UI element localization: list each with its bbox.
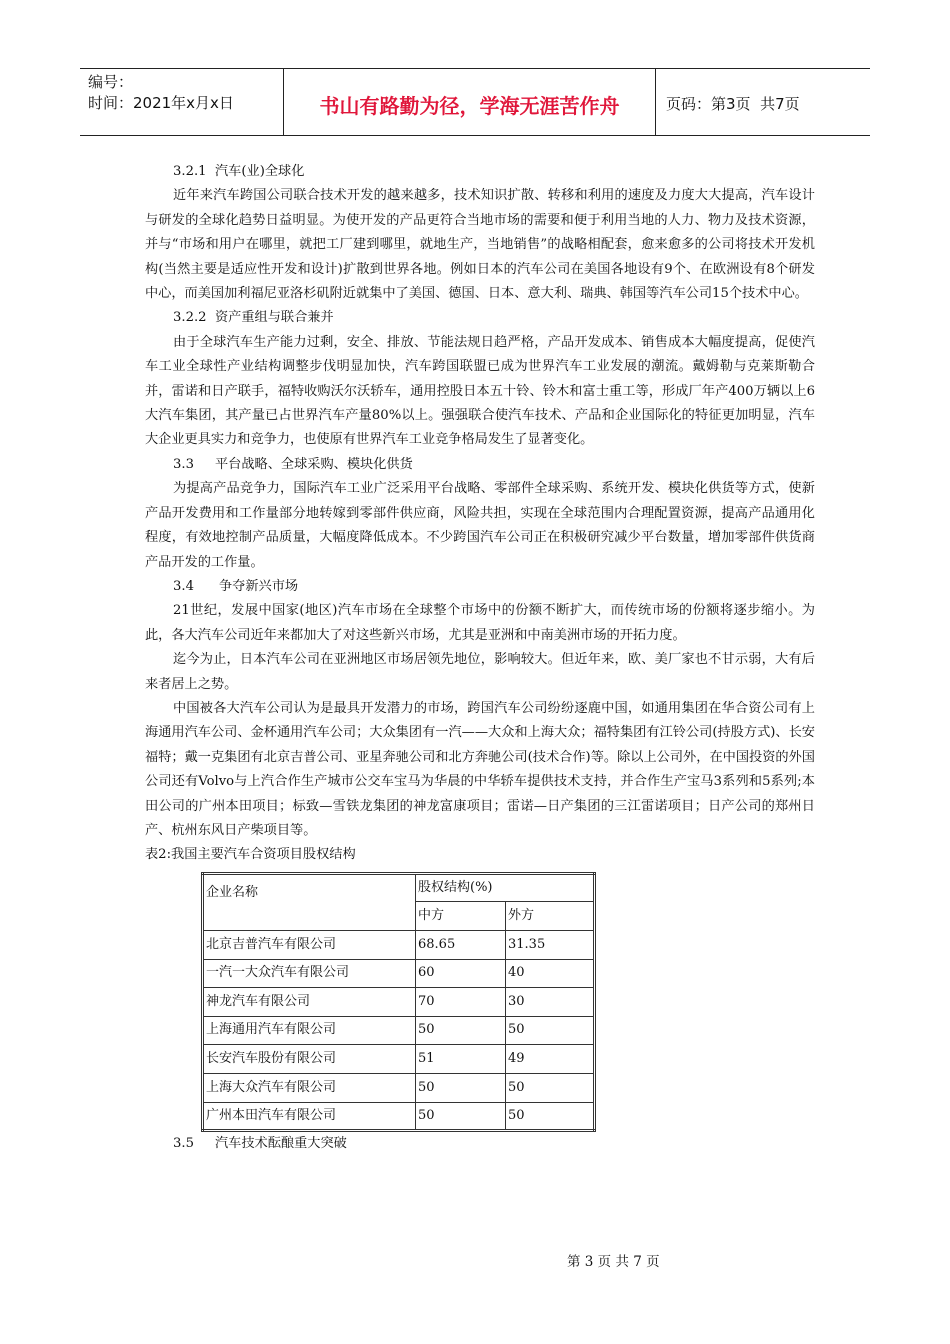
table-cell-foreign-share: 50 [506,1016,595,1045]
table-header-row [203,873,595,902]
table-cell-foreign-share: 31.35 [506,930,595,959]
table-row [203,988,595,1017]
table-header-foreign: 外方 [506,902,595,931]
body-paragraph: 近年来汽车跨国公司联合技术开发的越来越多，技术知识扩散、转移和利用的速度及力度大大提高，汽车设计与研发的全球化趋势日益明显。为使开发的产品更符合当地市场的需要和便于利用当地的人力、物力及技术资源，并与“市场和用户在哪里，就把工厂建到哪里，就地生产，当地销售”的战略相配套，愈来愈多的公司将技术开发机构(当然主要是适应性开发和设计)扩散到世界各地。例如日本的汽车公司在美国各地设有9个、在欧洲设有8个研发中心，而美国加利福尼亚洛杉矶附近就集中了美国、德国、日本、意大利、瑞典、韩国等汽车公司15个技术中心。 [145,188,815,302]
body-paragraph: 为提高产品竞争力，国际汽车工业广泛采用平台战略、零部件全球采购、系统开发、模块化供货等方式，使新产品开发费用和工作量部分地转嫁到零部件供应商，风险共担，实现在全球范围内合理配置资源，提高产品通用化程度，有效地控制产品质量，大幅度降低成本。不少跨国汽车公司正在积极研究减少平台数量，增加零部件供货商产品开发的工作量。 [145,481,815,570]
section-number: 3.3 [173,456,194,472]
page-footer: 第 3 页 共 7 页 [567,1254,660,1270]
table-cell-foreign-share: 49 [506,1045,595,1074]
table-caption: 表2:我国主要汽车合资项目股权结构 [145,847,356,863]
section-heading [145,160,815,184]
equity-table [201,872,596,1132]
body-paragraph: 由于全球汽车生产能力过剩，安全、排放、节能法规日趋严格，产品开发成本、销售成本大幅度提高，促使汽车工业全球性产业结构调整步伐明显加快，汽车跨国联盟已成为世界汽车工业发展的潮流。戴姆勒与克莱斯勒合并，雷诺和日产联手，福特收购沃尔沃轿车，通用控股日本五十铃、铃木和富士重工等，形成厂年产400万辆以上6大汽车集团，其产量已占世界汽车产量80%以上。强强联合使汽车技术、产品和企业国际化的特征更加明显，汽车大企业更具实力和竞争力，也使原有世界汽车工业竞争格局发生了显著变化。 [145,334,815,448]
table-cell-chinese-share: 70 [416,988,506,1017]
body-paragraph: 21世纪，发展中国家(地区)汽车市场在全球整个市场中的份额不断扩大，而传统市场的份额将逐步缩小。为此，各大汽车公司近年来都加大了对这些新兴市场，尤其是亚洲和中南美洲市场的开拓力度。 [145,603,815,643]
table-cell-company: 北京吉普汽车有限公司 [203,930,416,959]
section-number: 3.5 [173,1136,194,1152]
table-cell-company: 上海大众汽车有限公司 [203,1073,416,1102]
table-cell-company: 上海通用汽车有限公司 [203,1016,416,1045]
table-cell-foreign-share: 40 [506,959,595,988]
table-row [203,1045,595,1074]
section-heading [145,575,815,599]
table-cell-foreign-share: 30 [506,988,595,1017]
table-row [203,1016,595,1045]
section-title: 资产重组与联合兼并 [215,310,334,326]
table-cell-company: 长安汽车股份有限公司 [203,1045,416,1074]
sections [145,160,815,843]
table-cell-chinese-share: 50 [416,1016,506,1045]
table-header-equity: 股权结构(%) [416,873,595,902]
section-title: 汽车技术酝酿重大突破 [215,1136,347,1152]
section-number: 3.4 [173,578,194,594]
table-cell-foreign-share: 50 [506,1102,595,1131]
table-row [203,959,595,988]
section-heading [145,453,815,477]
table-cell-chinese-share: 60 [416,959,506,988]
table-cell-foreign-share: 50 [506,1073,595,1102]
table-cell-company: 广州本田汽车有限公司 [203,1102,416,1131]
header-motto: 书山有路勤为径，学海无涯苦作舟 [284,69,656,135]
section-number: 3.2.2 [173,310,207,326]
header-page-label: 页码：第3页 共7页 [666,94,800,113]
body-paragraph: 迄今为止，日本汽车公司在亚洲地区市场居领先地位，影响较大。但近年来，欧、美厂家也不甘示弱，大有后来者居上之势。 [145,652,815,692]
section-number: 3.2.1 [173,164,207,179]
section-title: 平台战略、全球采购、模块化供货 [215,456,413,472]
section-title: 汽车(业)全球化 [215,164,305,179]
header-time-label: 时间：2021年x月x日 [88,94,234,112]
page-header [80,68,870,136]
table-cell-chinese-share: 51 [416,1045,506,1074]
body-paragraph: 中国被各大汽车公司认为是最具开发潜力的市场，跨国汽车公司纷纷逐鹿中国，如通用集团在华合资公司有上海通用汽车公司、金杯通用汽车公司；大众集团有一汽——大众和上海大众；福特集团有江铃公司(持股方式)、长安福特；戴一克集团有北京吉普公司、亚星奔驰公司和北方奔驰公司(技术合作)等。除以上公司外，在中国投资的外国公司还有Volvo与上汽合作生产城市公交车宝马为华晨的中华轿车提供技术支持，并合作生产宝马3系列和5系列;本田公司的广州本田项目；标致—雪铁龙集团的神龙富康项目；雷诺—日产集团的三江雷诺项目；日产公司的郑州日产、杭州东风日产柴项目等。 [145,700,815,838]
header-meta [80,69,284,135]
header-page-info [656,69,870,135]
table-cell-chinese-share: 50 [416,1073,506,1102]
header-code-label: 编号： [88,73,134,91]
equity-table-wrapper [201,872,815,1132]
table-cell-chinese-share: 50 [416,1102,506,1131]
table-cell-chinese-share: 68.65 [416,930,506,959]
table-row [203,1102,595,1131]
table-cell-company: 神龙汽车有限公司 [203,988,416,1017]
table-header-chinese: 中方 [416,902,506,931]
section-title: 争夺新兴市场 [219,578,299,594]
section-heading-3-5 [145,1132,815,1156]
table-row [203,930,595,959]
document-body [145,160,815,1157]
table-row [203,1073,595,1102]
section-heading [145,306,815,330]
table-cell-company: 一汽一大众汽车有限公司 [203,959,416,988]
table-header-company: 企业名称 [203,873,416,930]
